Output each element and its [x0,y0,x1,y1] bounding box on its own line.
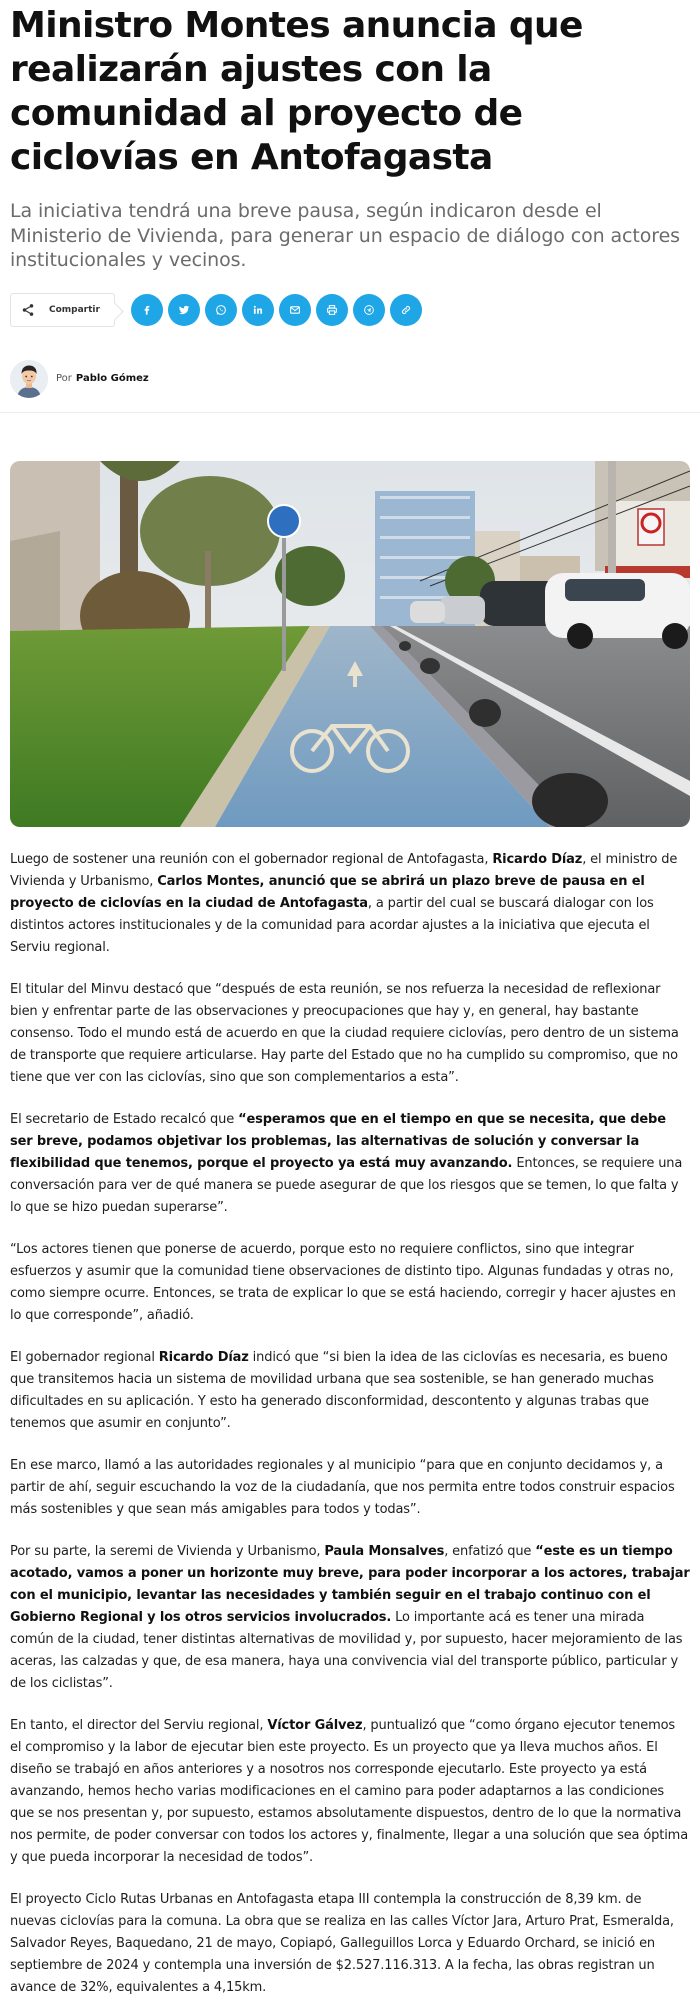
facebook-icon [140,303,154,317]
article-subtitle: La iniciativa tendrá una breve pausa, según indicaron desde el Ministerio de Vivienda, para generar un espacio de diálogo con actores institucionales y vecinos. [10,200,680,271]
paragraph-text: En ese marco, llamó a las autoridades regionales y al municipio “para que en conjunto decidamos y, a partir de ahí, seguir escuchando la voz de la ciudadanía, que nos permita entre todos construir espacios más sostenibles y que sean más amigables para todos y todas”. [10,1457,675,1517]
article-paragraph [10,1455,690,1521]
paragraph-text: Por su parte, la seremi de Vivienda y Urbanismo, [10,1543,325,1559]
paragraph-text: , el ministro de Vivienda y Urbanismo, [10,851,678,889]
author-name[interactable]: Pablo Gómez [75,373,149,384]
email-icon [288,303,302,317]
author-byline [10,359,690,399]
whatsapp-icon [214,303,228,317]
bold-text: Paula Monsalves [324,1543,445,1559]
print-button[interactable] [316,294,348,326]
paragraph-text: , enfatizó que [444,1543,536,1559]
article-paragraph [10,1715,690,1869]
paragraph-text: En tanto, el director del Serviu regional, [10,1717,268,1733]
twitter-share-button[interactable] [168,294,200,326]
paragraph-text: El gobernador regional [10,1349,159,1365]
author-avatar[interactable] [10,360,48,398]
article-body [10,849,690,1999]
telegram-icon [362,303,376,317]
bold-text: Ricardo Díaz [158,1349,249,1365]
hero-image [10,461,690,827]
whatsapp-share-button[interactable] [205,294,237,326]
paragraph-text: “Los actores tienen que ponerse de acuerdo, porque esto no requiere conflictos, sino que integrar esfuerzos y asumir que la comunidad tiene observaciones de distinto tipo. Algunas fundadas y otras no, como siempre ocurre. Entonces, se trata de explicar lo que se está haciendo, corregir y hacer ajustes en lo que corresponde”, añadió. [10,1241,676,1323]
article-paragraph [10,1889,690,1999]
paragraph-text: Luego de sostener una reunión con el gobernador regional de Antofagasta, [10,851,493,867]
print-icon [325,303,339,317]
bold-text: Víctor Gálvez [267,1717,363,1733]
email-share-button[interactable] [279,294,311,326]
linkedin-share-button[interactable] [242,294,274,326]
paragraph-text: El proyecto Ciclo Rutas Urbanas en Antofagasta etapa III contempla la construcción de 8,39 km. de nuevas ciclovías para la comuna. La obra que se realiza en las calles Víctor Jara, Arturo Prat, Esmeralda, Salvador Reyes, Baquedano, 21 de mayo, Copiapó, Galleguillos Lorca y Eduardo Orchard, se inició en septiembre de 2024 y contempla una inversión de $2.527.116.313. A la fecha, las obras registran un avance de 32%, equivalentes a 4,15km. [10,1891,674,1995]
author-avatar-illustration [10,360,48,398]
article-paragraph [10,1239,690,1327]
author-prefix: Por [56,373,72,384]
article-paragraph [10,849,690,959]
share-bar [10,293,690,327]
copy-link-button[interactable] [390,294,422,326]
bold-text: “este es un tiempo acotado, vamos a poner un horizonte muy breve, para poder incorporar a los actores, trabajar con el municipio, levantar las necesidades y también seguir en el trabajo continuo con el Gobierno Regional y los otros servicios involucrados. [10,1543,690,1625]
linkedin-icon [251,303,265,317]
bold-text: “esperamos que en el tiempo en que se necesita, que debe ser breve, podamos objetivar los problemas, las alternativas de solución y conversar la flexibilidad que tenemos, porque el proyecto ya está muy avanzando. [10,1111,666,1171]
twitter-icon [177,303,191,317]
article-headline: Ministro Montes anuncia que realizarán ajustes con la comunidad al proyecto de ciclovías en Antofagasta [10,5,583,178]
paragraph-text: Entonces, se requiere una conversación para ver de qué manera se puede asegurar de que los riesgos que se temen, lo que falta y lo que se hizo puedan superarse”. [10,1155,683,1215]
paragraph-text: El titular del Minvu destacó que “después de esta reunión, se nos refuerza la necesidad de reflexionar bien y enfrentar parte de las observaciones y preocupaciones que hay y, en general, hay bastante consenso. Todo el mundo está de acuerdo en que la ciudad requiere ciclovías, pero dentro de un sistema de transporte que requiere articularse. Hay parte del Estado que no ha cumplido su compromiso, que no tiene que ver con las ciclovías, sino que son complementarios a esta”. [10,981,679,1085]
article-paragraph [10,1347,690,1435]
article-paragraph [10,1541,690,1695]
paragraph-text: Lo importante acá es tener una mirada común de la ciudad, tener distintas alternativas de movilidad y, por supuesto, hacer mejoramiento de las aceras, las calzadas y que, de esa manera, haya una convivencia vial del transporte público, particular y de los ciclistas”. [10,1609,683,1691]
share-icon [21,303,35,317]
bold-text: Carlos Montes, anunció que se abrirá un plazo breve de pausa en el proyecto de ciclovías en la ciudad de Antofagasta [10,873,645,911]
bold-text: Ricardo Díaz [492,851,583,867]
article-paragraph [10,979,690,1089]
link-icon [399,303,413,317]
share-label: Compartir [49,304,100,315]
share-button[interactable] [10,293,115,327]
paragraph-text: indicó que “si bien la idea de las ciclovías es necesaria, es bueno que transitemos hacia un sistema de movilidad urbana que sea sostenible, se han generado muchas dificultades en su aplicación. Y esto ha generado disconformidad, descontento y algunas trabas que tenemos que asumir en conjunto”. [10,1349,668,1431]
article-paragraph [10,1109,690,1219]
telegram-share-button[interactable] [353,294,385,326]
paragraph-text: , puntualizó que “como órgano ejecutor tenemos el compromiso y la labor de ejecutar bien este proyecto. Es un proyecto que ya lleva muchos años. El diseño se trabajó en años anteriores y a nosotros nos corresponde ejecutarlo. Este proyecto ya está avanzando, hemos hecho varias modificaciones en el camino para poder adaptarnos a las condiciones que se nos presentan y, por supuesto, estamos absolutamente dispuestos, dentro de lo que la normativa nos permite, de poder conversar con todos los actores y, finalmente, llegar a una solución que sea óptima y que pueda incorporar la necesidad de todos”. [10,1717,689,1865]
paragraph-text: , a partir del cual se buscará dialogar con los distintos actores institucionales y de la comunidad para acordar ajustes a la iniciativa que ejecuta el Serviu regional. [10,895,654,955]
paragraph-text: El secretario de Estado recalcó que [10,1111,239,1127]
facebook-share-button[interactable] [131,294,163,326]
header-divider [0,412,700,413]
